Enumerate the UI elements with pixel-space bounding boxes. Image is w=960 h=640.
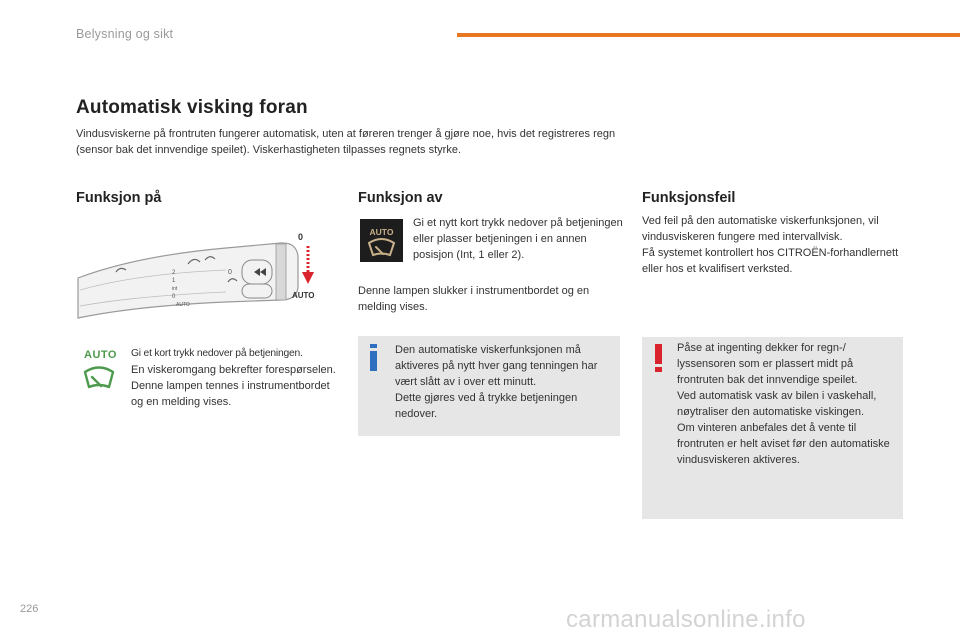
wiper-stalk-illustration xyxy=(76,226,326,322)
svg-text:1: 1 xyxy=(172,278,176,284)
info-icon xyxy=(369,344,377,371)
svg-text:AUTO: AUTO xyxy=(176,302,190,308)
section-label: Belysning og sikt xyxy=(76,27,174,41)
function-on-text xyxy=(131,345,341,410)
intro-paragraph: Vindusviskerne på frontruten fungerer automatisk, uten at føreren trenger å gjøre noe, hvis det registreres regn (sensor bak det innvendige speilet). Viskerhastigheten tilpasses regnets styrke. xyxy=(76,128,616,156)
watermark: carmanualsonline.info xyxy=(566,606,806,633)
warning-icon xyxy=(654,344,662,372)
svg-text:2: 2 xyxy=(172,270,176,276)
heading-function-off: Funksjon av xyxy=(358,190,443,206)
page-title: Automatisk visking foran xyxy=(76,97,308,118)
info-box xyxy=(358,336,620,436)
info-text: Den automatiske viskerfunksjonen må aktiveres på nytt hver gang tenningen har vært slått av i over ett minutt. Dette gjøres ved å trykke betjeningen nedover. xyxy=(395,344,598,420)
function-off-lamp-text: Denne lampen slukker i instrumentbordet og en melding vises. xyxy=(358,285,590,313)
svg-text:0: 0 xyxy=(228,269,232,276)
function-off-text: Gi et nytt kort trykk nedover på betjeningen eller plasser betjeningen i en annen posisjon (Int, 1 eller 2). xyxy=(413,217,623,261)
header-accent-bar xyxy=(457,33,960,37)
function-on-instruction: Gi et kort trykk nedover på betjeningen. xyxy=(131,348,303,359)
malfunction-text: Ved feil på den automatiske viskerfunksjonen, vil vindusviskeren fungere med intervallvisk. Få systemet kontrollert hos CITROËN-forhandlernett eller hos et kvalifisert verksted. xyxy=(642,215,899,275)
stalk-label-zero: 0 xyxy=(298,232,304,242)
svg-text:int: int xyxy=(172,286,178,292)
auto-wiper-warning-lamp xyxy=(360,219,403,262)
warning-text: Påse at ingenting dekker for regn-/ lyssensoren som er plassert midt på frontruten bak det innvendige speilet. Ved automatisk vask av bilen i vaskehall, nøytraliser den automatiske viskingen. Om vinteren anbefales det å vente til frontruten er helt aviset før den automatiske vindusviskeren aktiveres. xyxy=(677,342,890,466)
stalk-label-auto: AUTO xyxy=(292,291,315,300)
wiper-auto-icon xyxy=(82,365,116,391)
warning-box xyxy=(642,337,903,519)
function-on-details: En viskeromgang bekrefter forespørselen. Denne lampen tennes i instrumentbordet og en melding vises. xyxy=(131,364,336,408)
lamp-auto-label: AUTO xyxy=(369,227,394,237)
page-number: 226 xyxy=(20,603,39,615)
auto-indicator-label: AUTO xyxy=(84,349,117,361)
heading-malfunction: Funksjonsfeil xyxy=(642,190,736,206)
heading-function-on: Funksjon på xyxy=(76,190,162,206)
svg-text:0: 0 xyxy=(172,294,176,300)
wiper-lamp-icon xyxy=(360,219,403,262)
